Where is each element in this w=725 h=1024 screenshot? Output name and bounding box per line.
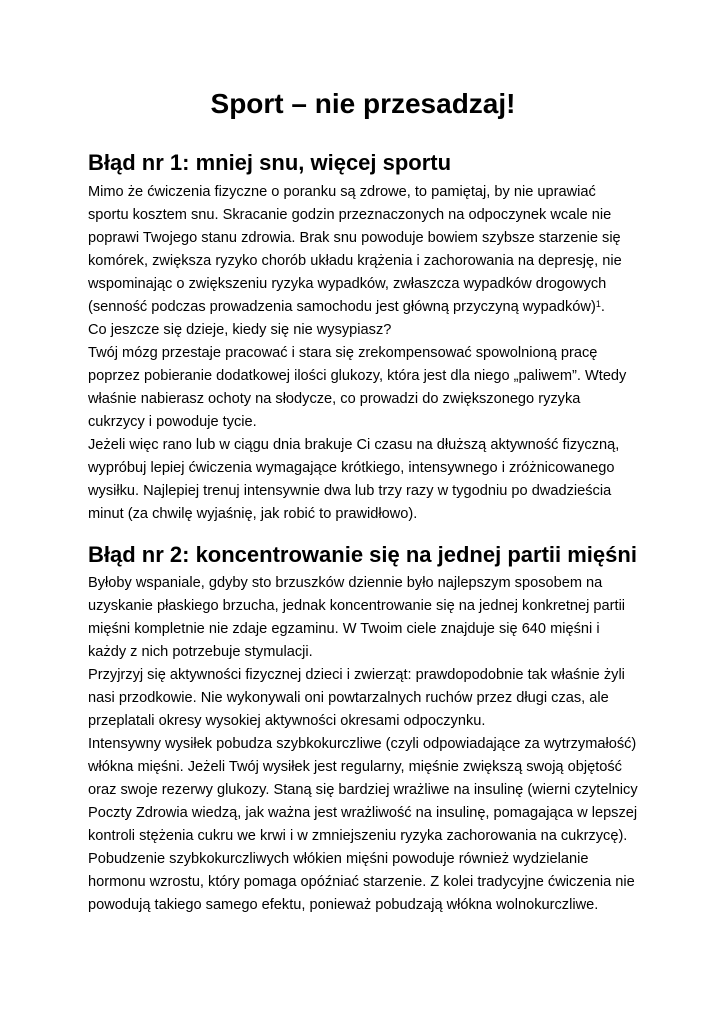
paragraph-line: Co jeszcze się dzieje, kiedy się nie wysypiasz? xyxy=(88,322,392,338)
paragraph-line: uzyskanie płaskiego brzucha, jednak koncentrowanie się na jednej konkretnej partii xyxy=(88,598,626,614)
section-heading-2: Błąd nr 2: koncentrowanie się na jednej partii mięśni xyxy=(88,542,637,567)
paragraph-line: Pobudzenie szybkokurczliwych włókien mięśni powoduje również wydzielanie xyxy=(88,851,589,867)
paragraph-line: nasi przodkowie. Nie wykonywali oni powtarzalnych ruchów przez długi czas, ale xyxy=(88,690,609,706)
paragraph-line: Przyjrzyj się aktywności fizycznej dzieci i zwierząt: prawdopodobnie tak właśnie żyli xyxy=(88,667,625,683)
paragraph-line: przeplatali okresy wysokiej aktywności okresami odpoczynku. xyxy=(88,713,486,729)
paragraph-line: Byłoby wspaniale, gdyby sto brzuszków dziennie było najlepszym sposobem na xyxy=(88,575,603,591)
paragraph-line: mięśni kompletnie nie zdaje egzaminu. W Twoim ciele znajduje się 640 mięśni i xyxy=(88,621,600,637)
paragraph-line: oraz swoje rezerwy glukozy. Staną się bardziej wrażliwe na insulinę (wierni czytelnicy xyxy=(88,782,638,798)
paragraph-line: włókna mięśni. Jeżeli Twój wysiłek jest regularny, mięśnie zwiększą swoją objętość xyxy=(88,759,622,775)
page-title: Sport – nie przesadzaj! xyxy=(210,88,516,119)
paragraph-line: właśnie nabierasz ochoty na słodycze, co prowadzi do zwiększonego ryzyka xyxy=(88,391,581,407)
paragraph-text: (senność podczas prowadzenia samochodu jest główną przyczyną wypadków) xyxy=(88,299,596,315)
paragraph-line-with-footnote xyxy=(88,296,605,319)
paragraph-line: cukrzycy i powoduje tycie. xyxy=(88,414,257,430)
paragraph-line: powodują takiego samego efektu, ponieważ pobudzają włókna wolnokurczliwe. xyxy=(88,897,599,913)
paragraph-line: hormonu wzrostu, który pomaga opóźniać starzenie. Z kolei tradycyjne ćwiczenia nie xyxy=(88,874,635,890)
footnote-marker: 1 xyxy=(595,299,601,309)
paragraph-line: minut (za chwilę wyjaśnię, jak robić to prawidłowo). xyxy=(88,506,418,522)
paragraph-line: kontroli stężenia cukru we krwi i w zmniejszeniu ryzyka zachorowania na cukrzycę). xyxy=(88,828,628,844)
paragraph-line: każdy z nich potrzebuje stymulacji. xyxy=(88,644,313,660)
paragraph-line: wysiłku. Najlepiej trenuj intensywnie dwa lub trzy razy w tygodniu po dwadzieścia xyxy=(88,483,612,499)
paragraph-line: Poczty Zdrowia wiedzą, jak ważna jest wrażliwość na insulinę, pomagająca w lepszej xyxy=(88,805,638,821)
paragraph-line: sportu kosztem snu. Skracanie godzin przeznaczonych na odpoczynek wcale nie xyxy=(88,207,612,223)
paragraph-line: Intensywny wysiłek pobudza szybkokurczliwe (czyli odpowiadające za wytrzymałość) xyxy=(88,736,637,752)
paragraph-line: poprawi Twojego stanu zdrowia. Brak snu powoduje bowiem szybsze starzenie się xyxy=(88,230,621,246)
paragraph-line: Mimo że ćwiczenia fizyczne o poranku są zdrowe, to pamiętaj, by nie uprawiać xyxy=(88,184,596,200)
paragraph-line: wypróbuj lepiej ćwiczenia wymagające krótkiego, intensywnego i zróżnicowanego xyxy=(88,460,615,476)
paragraph-line: komórek, zwiększa ryzyko chorób układu krążenia i zachorowania na depresję, nie xyxy=(88,253,622,269)
paragraph-line: Jeżeli więc rano lub w ciągu dnia brakuje Ci czasu na dłuższą aktywność fizyczną, xyxy=(88,437,620,453)
paragraph-line: poprzez pobieranie dodatkowej ilości glukozy, która jest dla niego „paliwem”. Wtedy xyxy=(88,368,627,384)
section-heading-1: Błąd nr 1: mniej snu, więcej sportu xyxy=(88,150,452,175)
paragraph-line: Twój mózg przestaje pracować i stara się zrekompensować spowolnioną pracę xyxy=(88,345,598,361)
footnote-suffix: . xyxy=(600,299,605,315)
paragraph-line: wspominając o zwiększeniu ryzyka wypadków, zwłaszcza wypadków drogowych xyxy=(88,276,607,292)
